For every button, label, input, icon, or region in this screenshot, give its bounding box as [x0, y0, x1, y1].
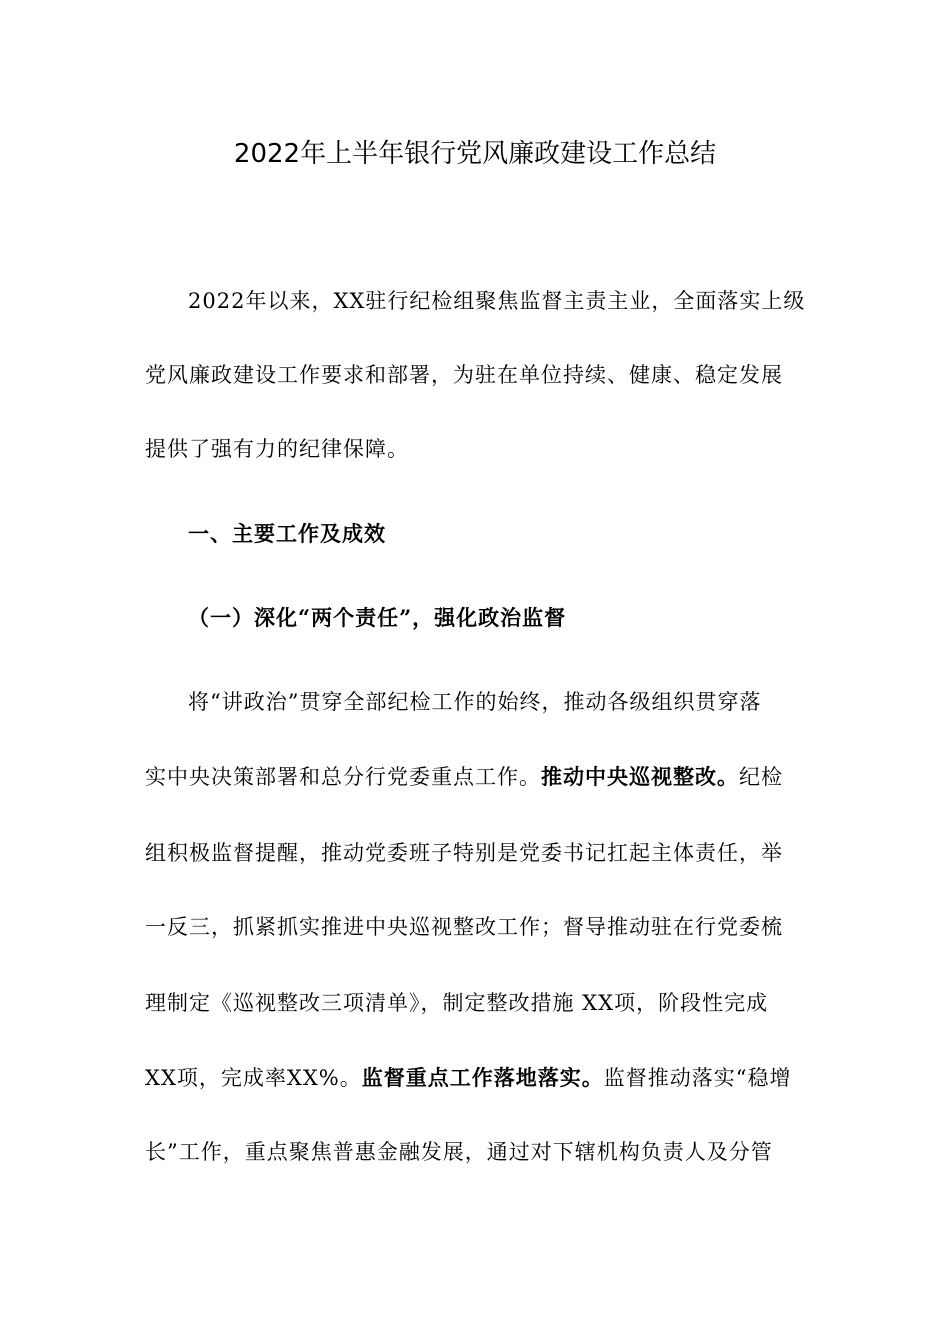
- body-line-5: 理制定《巡视整改三项清单》，制定整改措施 XX项，阶段性完成: [145, 991, 769, 1015]
- document-title: 2022年上半年银行党风廉政建设工作总结: [233, 139, 717, 169]
- body-text: XX项，完成率XX%。: [145, 1066, 362, 1090]
- body-line-1: 将“讲政治”贯穿全部纪检工作的始终，推动各级组织贯穿落: [188, 690, 762, 714]
- intro-line-1: 2022年以来，XX驻行纪检组聚焦监督主责主业，全面落实上级: [188, 289, 806, 313]
- body-text: 监督推动落实“稳增: [603, 1066, 792, 1090]
- body-line-4: 一反三，抓紧抓实推进中央巡视整改工作；督导推动驻在行党委梳: [145, 915, 783, 939]
- body-text: 实中央决策部署和总分行党委重点工作。: [145, 765, 541, 789]
- body-line-7: 长”工作，重点聚焦普惠金融发展，通过对下辖机构负责人及分管: [145, 1140, 773, 1164]
- body-text: 纪检: [739, 765, 783, 789]
- bold-key-point: 监督重点工作落地落实。: [361, 1066, 604, 1090]
- section-heading: 一、主要工作及成效: [188, 522, 386, 546]
- body-line-6: [145, 1063, 805, 1093]
- bold-key-point: 推动中央巡视整改。: [541, 765, 739, 789]
- body-line-3: 组积极监督提醒，推动党委班子特别是党委书记扛起主体责任，举: [145, 841, 783, 865]
- subsection-heading: （一）深化“两个责任”，强化政治监督: [188, 605, 567, 630]
- intro-line-3: 提供了强有力的纪律保障。: [145, 437, 409, 461]
- body-line-2: [145, 762, 805, 792]
- intro-line-2: 党风廉政建设工作要求和部署，为驻在单位持续、健康、稳定发展: [145, 363, 783, 387]
